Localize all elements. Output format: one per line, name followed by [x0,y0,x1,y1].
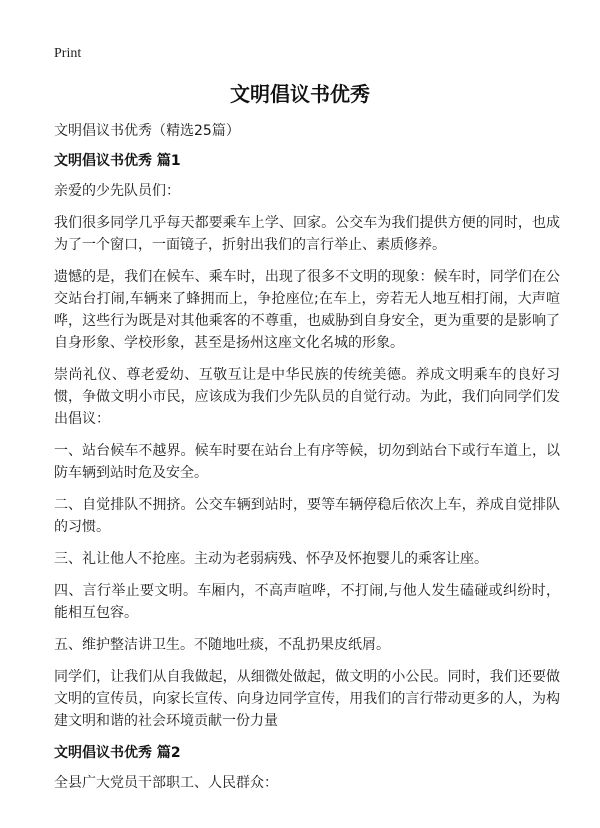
paragraph: 四、言行举止要文明。车厢内，不高声喧哗，不打闹,与他人发生磕碰或纠纷时，能相互包容。 [54,583,560,621]
print-link[interactable]: Print [54,46,82,61]
paragraph: 亲爱的少先队员们： [54,183,180,199]
paragraph: 同学们，让我们从自我做起，从细微处做起，做文明的小公民。同时，我们还要做文明的宣传员，向家长宣传、向身边同学宣传，用我们的言行带动更多的人，为构建文明和谐的社会环境贡献一份力量 [54,669,560,729]
section-heading-1: 文明倡议书优秀 篇1 [54,153,181,169]
paragraph: 二、自觉排队不拥挤。公交车辆到站时，要等车辆停稳后依次上车，养成自觉排队的习惯。 [54,497,560,535]
paragraph: 全县广大党员干部职工、人民群众： [54,775,278,791]
paragraph: 崇尚礼仪、尊老爱幼、互敬互让是中华民族的传统美德。养成文明乘车的良好习惯，争做文明小市民，应该成为我们少先队员的自觉行动。为此，我们向同学们发出倡议： [54,367,560,427]
document-body [54,120,560,804]
paragraph: 遗憾的是，我们在候车、乘车时，出现了很多不文明的现象：候车时，同学们在公交站台打闹,车辆来了蜂拥而上，争抢座位;在车上，旁若无人地互相打闹，大声喧哗，这些行为既是对其他乘客的不尊重，也威胁到自身安全，更为重要的是影响了自身形象、学校形象，甚至是扬州这座文化名城的形象。 [54,269,560,351]
paragraph: 我们很多同学几乎每天都要乘车上学、回家。公交车为我们提供方便的同时，也成为了一个窗口，一面镜子，折射出我们的言行举止、素质修养。 [54,215,560,253]
paragraph: 一、站台候车不越界。候车时要在站台上有序等候，切勿到站台下或行车道上，以防车辆到站时危及安全。 [54,443,560,481]
document-subtitle: 文明倡议书优秀（精选25篇） [54,123,240,139]
paragraph: 三、礼让他人不抢座。主动为老弱病残、怀孕及怀抱婴儿的乘客让座。 [54,551,488,567]
paragraph: 五、维护整洁讲卫生。不随地吐痰，不乱扔果皮纸屑。 [54,637,390,653]
page-title: 文明倡议书优秀 [230,82,370,106]
section-heading-2: 文明倡议书优秀 篇2 [54,745,181,761]
